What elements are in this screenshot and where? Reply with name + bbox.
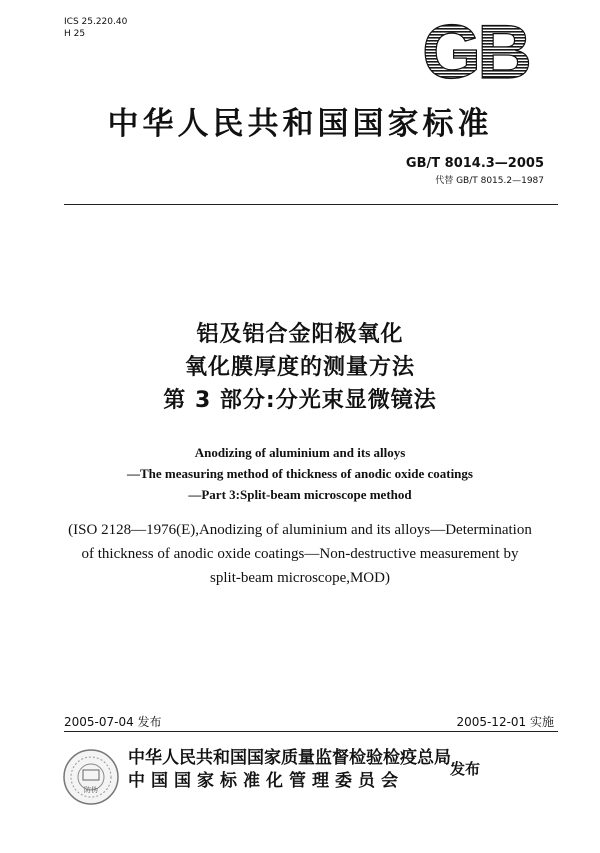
adoption-line-3: split-beam microscope,MOD) — [210, 570, 390, 586]
replaces-note: 代替 GB/T 8015.2—1987 — [435, 176, 544, 186]
release-label: 发布 — [450, 760, 481, 778]
issuing-authorities — [128, 747, 451, 793]
chinese-title-line-3: 第 3 部分:分光束显微镜法 — [163, 388, 437, 413]
top-divider — [64, 204, 558, 205]
gb-logo — [410, 16, 540, 86]
adoption-line-2: of thickness of anodic oxide coatings—Non-destructive measurement by — [81, 546, 519, 562]
ics-code: ICS 25.220.40 — [64, 17, 128, 27]
national-standard-title: 中华人民共和国国家标准 — [107, 106, 493, 142]
publish-date: 2005-07-04 发布 — [64, 715, 162, 729]
svg-text:GB: GB — [422, 16, 528, 86]
implementation-date: 2005-12-01 实施 — [456, 715, 554, 729]
english-title-line-3: —Part 3:Split-beam microscope method — [188, 487, 412, 502]
chinese-title-line-1: 铝及铝合金阳极氧化 — [196, 322, 404, 347]
bottom-divider — [64, 731, 558, 732]
adoption-line-1: (ISO 2128—1976(E),Anodizing of aluminium and its alloys—Determination — [68, 522, 532, 538]
classification-codes — [64, 16, 127, 40]
issuer-line-2: 中国国家标准化管理委员会 — [128, 771, 404, 791]
anti-counterfeit-seal-icon — [62, 748, 120, 806]
english-title — [0, 442, 600, 505]
english-title-line-2: —The measuring method of thickness of anodic oxide coatings — [127, 466, 473, 481]
ccs-code: H 25 — [64, 29, 86, 39]
issuer-line-1: 中华人民共和国国家质量监督检验检疫总局 — [128, 748, 451, 768]
chinese-title — [0, 318, 600, 417]
chinese-title-line-2: 氧化膜厚度的测量方法 — [184, 355, 415, 380]
standard-number: GB/T 8014.3—2005 — [405, 156, 544, 171]
svg-text:防伪: 防伪 — [84, 786, 98, 794]
standard-number-block — [406, 156, 544, 186]
iso-adoption-note — [0, 518, 600, 590]
english-title-line-1: Anodizing of aluminium and its alloys — [194, 445, 406, 460]
